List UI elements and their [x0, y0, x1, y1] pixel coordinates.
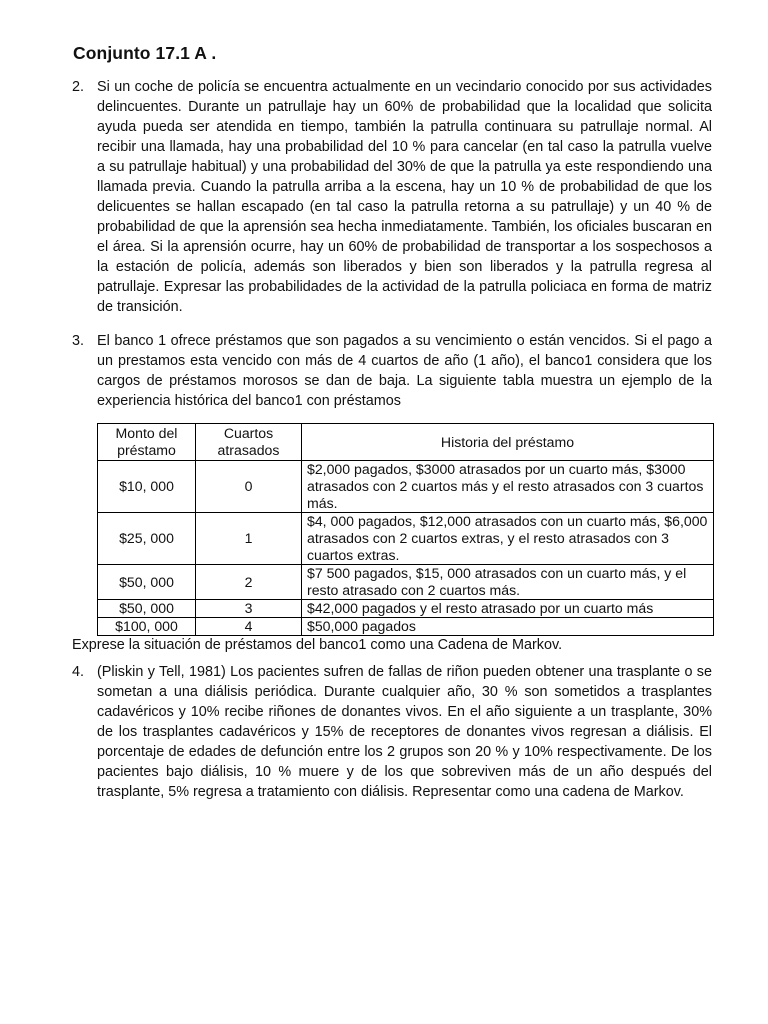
- loan-history-table: [97, 423, 714, 636]
- table-header-row: [98, 424, 714, 461]
- cell-quarters: 4: [196, 618, 302, 636]
- cell-quarters: 3: [196, 600, 302, 618]
- cell-amount: $25, 000: [98, 513, 196, 565]
- problem-number: 4.: [72, 664, 85, 680]
- header-amount: Monto del préstamo: [98, 424, 196, 461]
- table-row: [98, 513, 714, 565]
- cell-amount: $10, 000: [98, 461, 196, 513]
- header-history: Historia del préstamo: [302, 424, 714, 461]
- table-row: [98, 461, 714, 513]
- cell-quarters: 2: [196, 565, 302, 600]
- problem-number: 2.: [72, 79, 85, 95]
- cell-quarters: 0: [196, 461, 302, 513]
- cell-history: $2,000 pagados, $3000 atrasados por un cuarto más, $3000 atrasados con 2 cuartos más y el resto atrasados con 3 cuartos más.: [302, 461, 714, 513]
- page-title: Conjunto 17.1 A .: [73, 43, 217, 63]
- problem-number: 3.: [72, 333, 85, 349]
- table-row: [98, 565, 714, 600]
- cell-history: $42,000 pagados y el resto atrasado por un cuarto más: [302, 600, 714, 618]
- problem-4: [72, 662, 712, 802]
- cell-quarters: 1: [196, 513, 302, 565]
- cell-amount: $50, 000: [98, 600, 196, 618]
- cell-amount: $100, 000: [98, 618, 196, 636]
- table-row: [98, 618, 714, 636]
- problem-3-instruction: Exprese la situación de préstamos del banco1 como una Cadena de Markov.: [72, 637, 563, 653]
- cell-amount: $50, 000: [98, 565, 196, 600]
- problem-text: (Pliskin y Tell, 1981) Los pacientes sufren de fallas de riñon pueden obtener una trasplante o se sometan a una diálisis periódica. Durante cualquier año, 30 % son sometidos a trasplantes cadavéricos y 10% recibe riñones de donantes vivos. En el año siguiente a un trasplante, 30% de los trasplantes cadavéricos y 15% de receptores de donantes vivos regresan a diálisis. El porcentaje de edades de defunción entre los 2 grupos son 20 % y 10% respectivamente. De los pacientes bajo diálisis, 10 % muere y de los que sobreviven más de un año después del trasplante, 5% regresa a tratamiento con diálisis. Representar como una cadena de Markov.: [97, 664, 712, 800]
- cell-history: $7 500 pagados, $15, 000 atrasados con un cuarto más, y el resto atrasado con 2 cuartos más.: [302, 565, 714, 600]
- cell-history: $50,000 pagados: [302, 618, 714, 636]
- cell-history: $4, 000 pagados, $12,000 atrasados con un cuarto más, $6,000 atrasados con 2 cuartos extras, y el resto atrasados con 3 cuartos extras.: [302, 513, 714, 565]
- header-quarters: Cuartos atrasados: [196, 424, 302, 461]
- problem-text: Si un coche de policía se encuentra actualmente en un vecindario conocido por sus actividades delincuentes. Durante un patrullaje hay un 60% de probabilidad que la localidad que solicita ayuda pueda ser atendida en tiempo, también la patrulla continuara su patrullaje normal. Al recibir una llamada, hay una probabilidad del 10 % para cancelar (en tal caso la patrulla vuelve a su patrullaje habitual) y una probabilidad del 30% de que la patrulla ya este respondiendo una llamada previa. Cuando la patrulla arriba a la escena, hay un 10 % de probabilidad de que los delicuentes se hallan escapado (en tal caso la patrulla retorna a su patrullaje) y un 40 % de probabilidad de que la aprensión sea hecha inmediatamente. También, los oficiales buscaran en el área. Si la aprensión ocurre, hay un 60% de probabilidad de transportar a los sospechosos a la estación de policía, además son liberados y bien son liberados y la patrulla regresa al patrullaje. Expresar las probabilidades de la actividad de la patrulla policiaca en forma de matriz de transición.: [97, 79, 712, 315]
- problem-2: [72, 77, 712, 317]
- table-row: [98, 600, 714, 618]
- problem-text: El banco 1 ofrece préstamos que son pagados a su vencimiento o están vencidos. Si el pago a un prestamos esta vencido con más de 4 cuartos de año (1 año), el banco1 considera que los cargos de préstamos morosos se dan de baja. La siguiente tabla muestra un ejemplo de la experiencia histórica del banco1 con préstamos: [97, 333, 712, 409]
- problem-3: [72, 331, 712, 411]
